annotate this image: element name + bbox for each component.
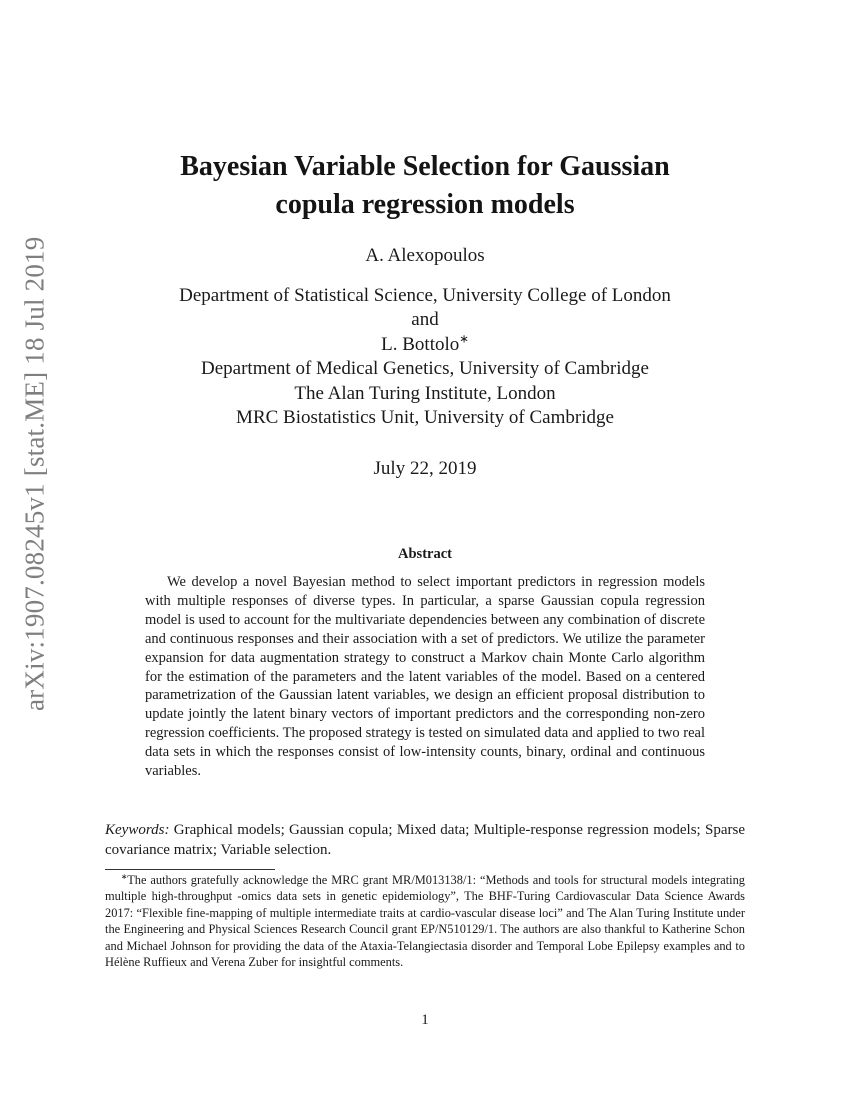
affiliation-mrc: MRC Biostatistics Unit, University of Cambridge <box>236 407 614 428</box>
paper-date: July 22, 2019 <box>373 457 477 479</box>
arxiv-identifier: arXiv:1907.08245v1 [stat.ME] 18 Jul 2019 <box>19 236 50 712</box>
keywords-text: Graphical models; Gaussian copula; Mixed data; Multiple-response regression models; Sparse covariance matrix; Variable selection. <box>105 822 746 858</box>
footnote-text: The authors gratefully acknowledge the MRC grant MR/M013138/1: “Methods and tools for structural models integrating multiple high-throughput -omics data sets in genetic epidemiology”, The BHF-Turing Cardiovascular Data Science Awards 2017: “Flexible fine-mapping of multiple intermediate traits at cardio-vascular disease loci” and The Alan Turing Institute under the Engineering and Physical Sciences Research Council grant EP/N510129/1. The authors are also thankful to Katherine Schon and Michael Johnson for providing the data of the Ataxia-Telangiectasia disorder and Temporal Lobe Epilepsy examples and to Hélène Ruffieux and Verena Zuber for insightful comments. <box>105 873 745 970</box>
paper-title <box>110 148 740 224</box>
author-bottolo-name: L. Bottolo <box>381 333 460 355</box>
affiliation-turing: The Alan Turing Institute, London <box>294 382 556 404</box>
author-alexopoulos: A. Alexopoulos <box>365 245 485 266</box>
footnote-mark: ∗ <box>121 871 128 881</box>
title-line-1: Bayesian Variable Selection for Gaussian <box>180 151 670 182</box>
author-bottolo <box>110 333 740 358</box>
affiliation-ucl: Department of Statistical Science, University College of London <box>179 284 671 306</box>
funding-footnote <box>105 872 745 970</box>
author-conjunction: and <box>411 309 439 330</box>
author-block <box>110 244 740 481</box>
abstract-text: We develop a novel Bayesian method to select important predictors in regression models with multiple responses of diverse types. In particular, a sparse Gaussian copula regression model is used to account for the multivariate dependencies between any combination of discrete and continuous responses and their association with a set of predictors. We utilize the parameter expansion for data augmentation strategy to construct a Markov chain Monte Carlo algorithm for the estimation of the parameters and the latent variables of the model. Based on a centered parametrization of the Gaussian latent variables, we design an efficient proposal distribution to update jointly the latent binary vectors of important predictors and the corresponding non-zero regression coefficients. The proposed strategy is tested on simulated data and applied to two real data sets in which the responses consist of low-intensity counts, binary, ordinal and continuous variables. <box>145 574 705 780</box>
author-footnote-mark: ∗ <box>459 333 469 346</box>
abstract-heading: Abstract <box>398 546 452 562</box>
page-number: 1 <box>421 1012 429 1028</box>
keywords-label: Keywords: <box>105 822 170 838</box>
keywords <box>105 820 745 860</box>
title-line-2: copula regression models <box>275 189 575 220</box>
footnote-divider <box>105 869 275 870</box>
affiliation-cambridge-genetics: Department of Medical Genetics, University of Cambridge <box>201 358 649 379</box>
